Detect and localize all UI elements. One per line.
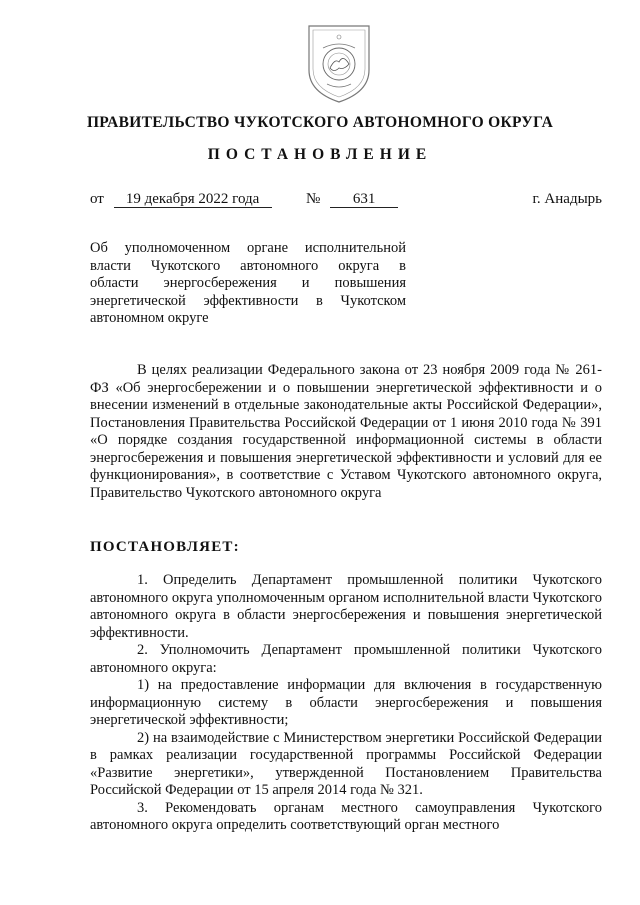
items-block	[90, 572, 602, 835]
date-label: от	[90, 191, 104, 207]
item-paragraph: 3. Рекомендовать органам местного самоуправления Чукотского автономного округа определить соответствующий орган местного	[90, 799, 602, 833]
item-paragraph: 2) на взаимодействие с Министерством энергетики Российской Федерации в рамках реализации государственной программы Российской Федерации «Развитие энергетики», утвержденной Постановлением Правительства Российской Федерации от 15 апреля 2014 года № 321.	[90, 729, 602, 798]
date-field	[90, 191, 272, 208]
item-paragraph: 1) на предоставление информации для включения в государственную информационную систему в области энергосбережения и повышения энергетической эффективности;	[90, 677, 602, 728]
decree-heading: ПОСТАНОВЛЯЕТ:	[90, 539, 240, 555]
date-value: 19 декабря 2022 года	[114, 191, 272, 208]
preamble-block	[90, 362, 602, 502]
document-type-title: ПОСТАНОВЛЕНИЕ	[207, 146, 433, 163]
subject-line: области энергосбережения и повышения	[90, 275, 406, 291]
item-paragraph: 1. Определить Департамент промышленной политики Чукотского автономного округа уполномоченным органом исполнительной власти Чукотского автономного округа в области энергосбережения и повышения энергетической эффективности.	[90, 572, 602, 641]
subject-line: власти Чукотского автономного округа в	[90, 257, 406, 274]
subject-line: автономном округе	[90, 310, 209, 326]
subject-line: энергетической эффективности в Чукотском	[90, 292, 406, 309]
coat-of-arms-emblem	[303, 18, 375, 106]
number-field	[306, 191, 398, 208]
subject-block	[90, 240, 406, 328]
city: г. Анадырь	[532, 191, 602, 207]
government-title: ПРАВИТЕЛЬСТВО ЧУКОТСКОГО АВТОНОМНОГО ОКРУГА	[86, 114, 554, 131]
number-label: №	[306, 191, 321, 207]
preamble-paragraph: В целях реализации Федерального закона от 23 ноября 2009 года № 261-ФЗ «Об энергосбережении и о повышении энергетической эффективности и о внесении изменений в отдельные законодательные акты Российской Федерации», Постановления Правительства Российской Федерации от 1 июня 2010 года № 391 «О порядке создания государственной информационной системы в области энергосбережения и повышения энергетической эффективности и условий для ее функционирования», в соответствие с Уставом Чукотского автономного округа, Правительство Чукотского автономного округа	[90, 362, 602, 501]
subject-line: Об уполномоченном органе исполнительной	[90, 240, 406, 256]
number-value: 631	[330, 191, 398, 208]
item-paragraph: 2. Уполномочить Департамент промышленной политики Чукотского автономного округа:	[90, 642, 602, 676]
